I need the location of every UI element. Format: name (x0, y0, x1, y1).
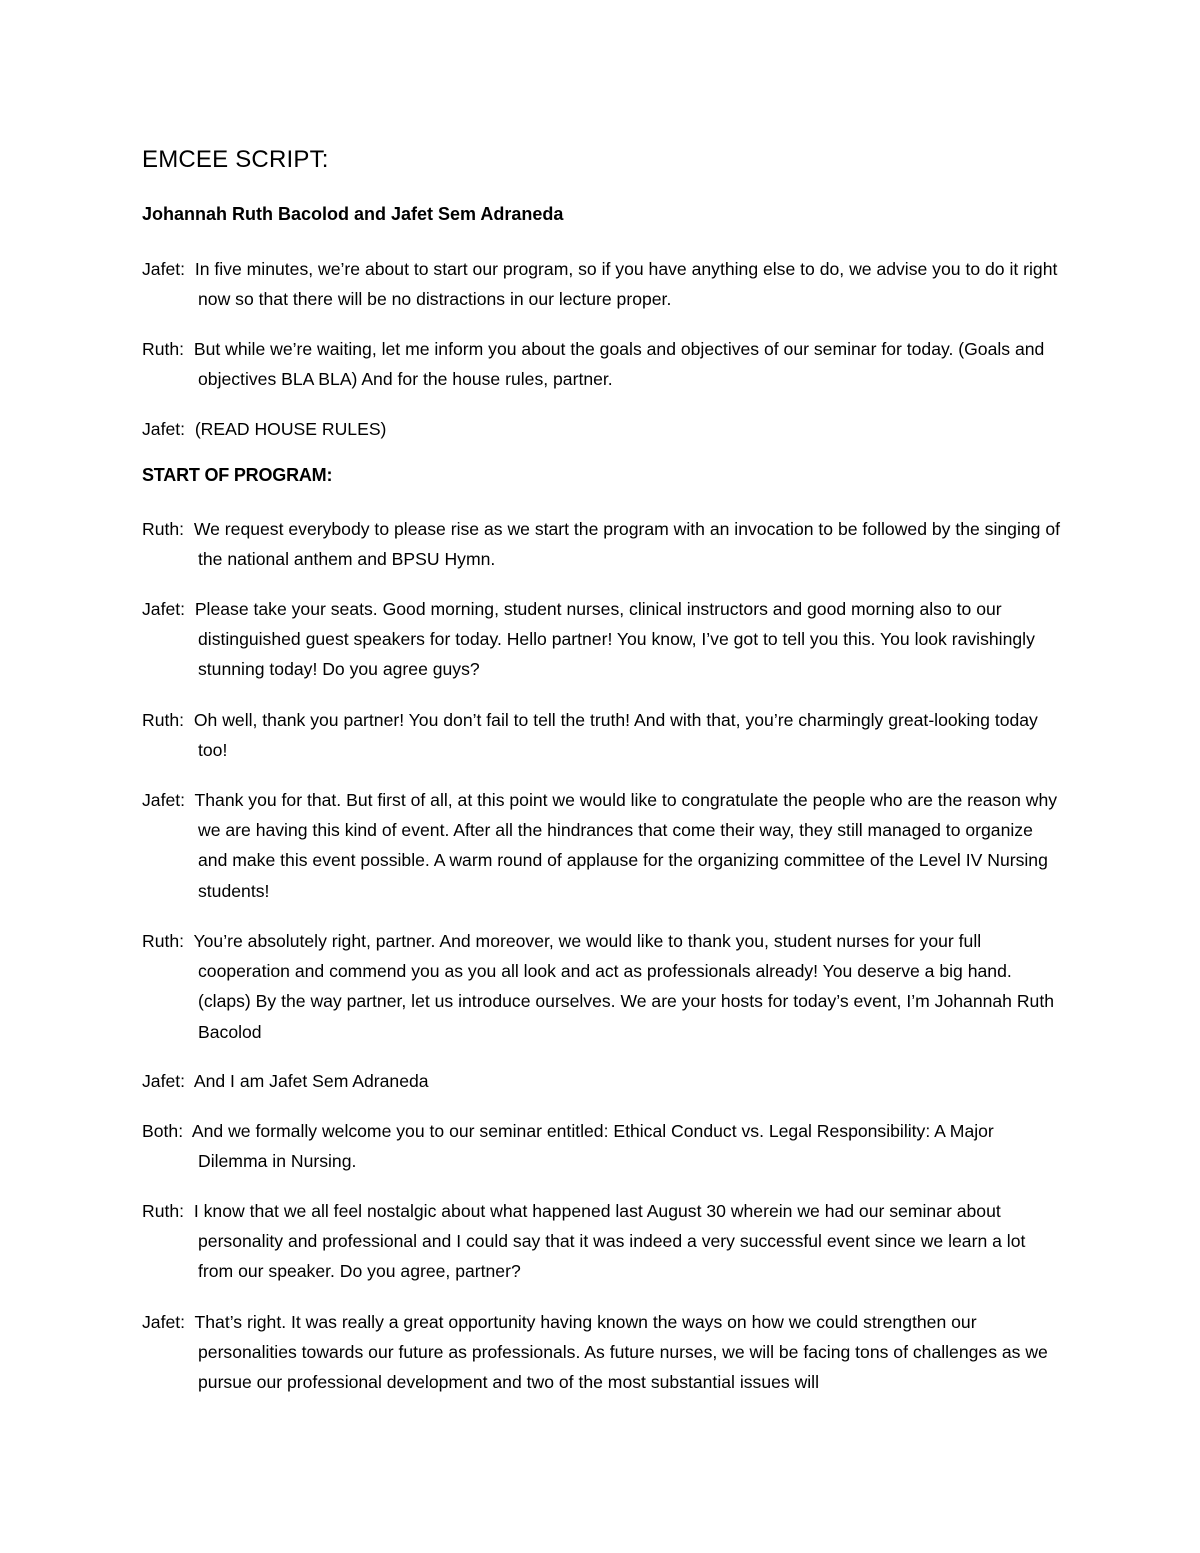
speaker-label: Ruth: (142, 1201, 189, 1221)
dialogue-line (142, 334, 1062, 394)
dialogue-text: And we formally welcome you to our seminar entitled: Ethical Conduct vs. Legal Responsibility: A Major Dilemma in Nursing. (191, 1121, 994, 1172)
speaker-label: Jafet: (142, 419, 190, 439)
dialogue-text: I know that we all feel nostalgic about what happened last August 30 wherein we had our seminar about personality and professional and I could say that it was indeed a very successful event since we learn a lot from our speaker. Do you agree, partner? (193, 1201, 1026, 1282)
dialogue-line (142, 414, 1062, 444)
dialogue-text: Thank you for that. But first of all, at this point we would like to congratulate the people who are the reason why we are having this kind of event. After all the hindrances that come their way, they still managed to organize and make this event possible. A warm round of applause for the organizing committee of the Level IV Nursing students! (194, 790, 1058, 901)
dialogue-text: Please take your seats. Good morning, student nurses, clinical instructors and good morning also to our distinguished guest speakers for today. Hello partner! You know, I’ve got to tell you this. You look ravishingly stunning today! Do you agree guys? (194, 599, 1035, 680)
speaker-label: Jafet: (142, 1071, 190, 1091)
dialogue-line (142, 785, 1062, 906)
dialogue-text: You’re absolutely right, partner. And moreover, we would like to thank you, student nurses for your full cooperation and commend you as you all look and act as professionals already! You deserve a big hand. (claps) By the way partner, let us introduce ourselves. We are your hosts for today’s event, I’m Johannah Ruth Bacolod (193, 931, 1055, 1042)
speaker-label: Jafet: (142, 790, 190, 810)
dialogue-line (142, 926, 1062, 1047)
speaker-label: Jafet: (142, 259, 190, 279)
document-title: EMCEE SCRIPT: (142, 146, 329, 173)
dialogue-text: And I am Jafet Sem Adraneda (193, 1071, 429, 1091)
dialogue-line (142, 1307, 1062, 1398)
dialogue-line (142, 1116, 1062, 1176)
dialogue-line (142, 705, 1062, 765)
dialogue-text: But while we’re waiting, let me inform you about the goals and objectives of our seminar for today. (Goals and objectives BLA BLA) And for the house rules, partner. (193, 339, 1045, 390)
dialogue-line (142, 514, 1062, 574)
speaker-label: Ruth: (142, 710, 189, 730)
speaker-label: Both: (142, 1121, 188, 1141)
speaker-label: Jafet: (142, 599, 190, 619)
speaker-label: Ruth: (142, 339, 189, 359)
speaker-label: Ruth: (142, 519, 189, 539)
dialogue-text: That’s right. It was really a great opportunity having known the ways on how we could strengthen our personalities towards our future as professionals. As future nurses, we will be facing tons of challenges as we pursue our professional development and two of the most substantial issues will (194, 1312, 1048, 1393)
dialogue-line (142, 254, 1062, 314)
dialogue-line (142, 594, 1062, 685)
dialogue-line (142, 1196, 1062, 1287)
dialogue-text: We request everybody to please rise as we start the program with an invocation to be followed by the singing of the national anthem and BPSU Hymn. (193, 519, 1061, 570)
speaker-label: Jafet: (142, 1312, 190, 1332)
dialogue-text: Oh well, thank you partner! You don’t fail to tell the truth! And with that, you’re charmingly great-looking today too! (193, 710, 1038, 761)
speaker-label: Ruth: (142, 931, 189, 951)
dialogue-line (142, 1066, 1062, 1096)
dialogue-text: In five minutes, we’re about to start our program, so if you have anything else to do, we advise you to do it right now so that there will be no distractions in our lecture proper. (194, 259, 1058, 310)
dialogue-text: (READ HOUSE RULES) (194, 419, 387, 439)
hosts-line: Johannah Ruth Bacolod and Jafet Sem Adraneda (142, 204, 564, 224)
section-heading: START OF PROGRAM: (142, 465, 333, 485)
